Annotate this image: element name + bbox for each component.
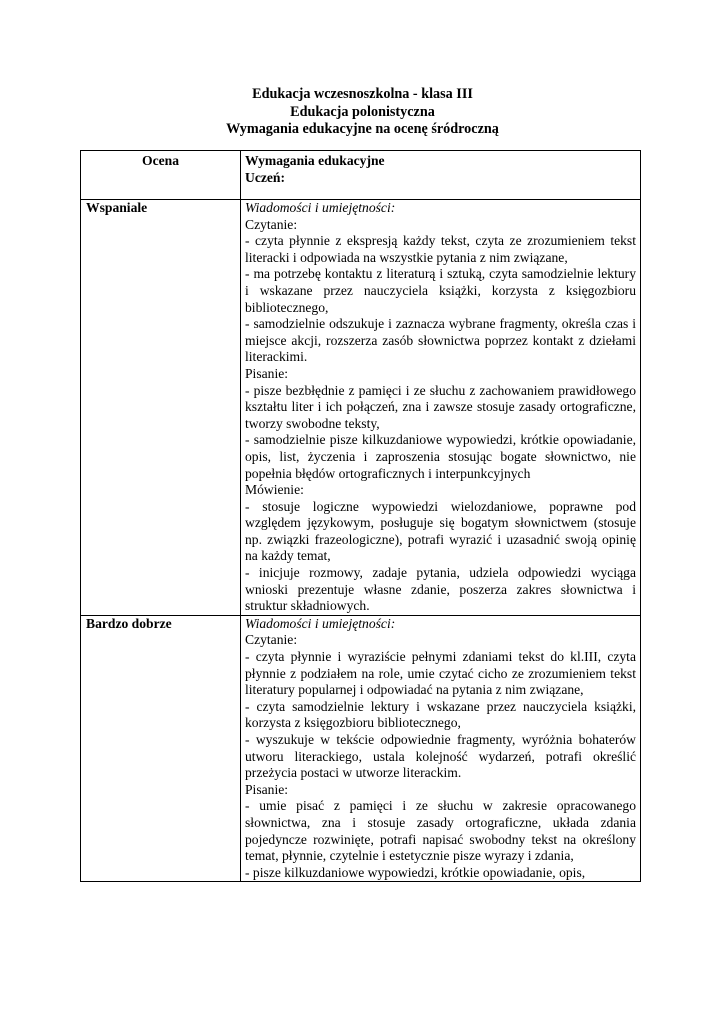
speaking-item: - stosuje logiczne wypowiedzi wielozdaniowe, poprawne pod względem językowym, posługuje się bogatym słownictwem (stosuje np. związki frazeologiczne), potrafi wyrazić i uzasadnić swoją opinię na każdy temat,	[245, 498, 636, 564]
requirements-header-line-1: Wymagania edukacyjne	[245, 153, 385, 168]
title-line-1: Edukacja wczesnoszkolna - klasa III	[252, 86, 473, 102]
reading-item: - samodzielnie odszukuje i zaznacza wybrane fragmenty, określa czas i miejsce akcji, rozszerza zasób słownictwa poprzez kontakt z dziełami literackimi.	[245, 316, 636, 365]
writing-item: - pisze bezbłędnie z pamięci i ze słuchu z zachowaniem prawidłowego kształtu liter i ich połączeń, zna i zawsze stosuje zasady ortograficzne, tworzy swobodne teksty,	[245, 382, 636, 431]
title-line-2: Edukacja polonistyczna	[290, 103, 435, 120]
speaking-title: Mówienie:	[245, 482, 304, 498]
reading-item: - czyta płynnie i wyraziście pełnymi zdaniami tekst do kl.III, czyta płynnie z podziałem na role, umie czytać cicho ze zrozumieniem tekst literatury popularnej i odpowiadać na pytania z nim związane,	[245, 649, 636, 698]
requirements-table	[80, 150, 641, 882]
title-line-3: Wymagania edukacyjne na ocenę śródroczną	[226, 121, 499, 137]
writing-item: - umie pisać z pamięci i ze słuchu w zakresie opracowanego słownictwa, zna i stosuje zasady ortograficzne, układa zdania pojedyncze rozwinięte, potrafi napisać swobodny tekst na określony temat, płynnie, czytelnie i estetycznie pisze wyrazy i zdania,	[245, 798, 636, 864]
writing-item: - pisze kilkuzdaniowe wypowiedzi, krótkie opowiadanie, opis,	[245, 864, 586, 880]
requirements-cell	[241, 615, 641, 882]
reading-item: - czyta płynnie z ekspresją każdy tekst, czyta ze zrozumieniem tekst literacki i odpowiada na wszystkie pytania z nim związane,	[245, 233, 636, 265]
writing-item: - samodzielnie pisze kilkuzdaniowe wypowiedzi, krótkie opowiadanie, opis, list, życzenia i zaproszenia stosując bogate słownictwo, nie popełnia błędów ortograficznych i interpunkcyjnych	[245, 432, 636, 481]
reading-title: Czytanie:	[245, 632, 298, 648]
reading-item: - czyta samodzielnie lektury i wskazane przez nauczyciela książki, korzysta z księgozbioru bibliotecznego,	[245, 698, 636, 731]
table-row	[81, 615, 641, 882]
document-header	[0, 86, 725, 139]
table-row	[81, 200, 641, 616]
reading-title: Czytanie:	[245, 216, 298, 232]
grade-column-header: Ocena	[81, 151, 241, 200]
section-intro: Wiadomości i umiejętności:	[245, 615, 396, 631]
speaking-item: - inicjuje rozmowy, zadaje pytania, udziela odpowiedzi wyciąga wnioski prezentuje własne zdanie, poszerza zakres słownictwa i struktur składniowych.	[245, 565, 636, 614]
requirements-cell	[241, 200, 641, 616]
section-intro: Wiadomości i umiejętności:	[245, 200, 396, 215]
reading-item: - ma potrzebę kontaktu z literaturą i sztuką, czyta samodzielnie lektury i wskazane przez nauczyciela książki, korzysta z księgozbioru bibliotecznego,	[245, 266, 636, 315]
grade-cell: Bardzo dobrze	[81, 615, 241, 882]
writing-title: Pisanie:	[245, 365, 289, 381]
grade-cell: Wspaniale	[81, 200, 241, 616]
table-header-row	[81, 151, 641, 200]
writing-title: Pisanie:	[245, 781, 289, 797]
requirements-column-header	[241, 151, 641, 200]
requirements-header-line-2: Uczeń:	[245, 169, 286, 185]
reading-item: - wyszukuje w tekście odpowiednie fragmenty, wyróżnia bohaterów utworu literackiego, ustala kolejność wydarzeń, potrafi określić przeżycia postaci w utworze literackim.	[245, 732, 636, 781]
